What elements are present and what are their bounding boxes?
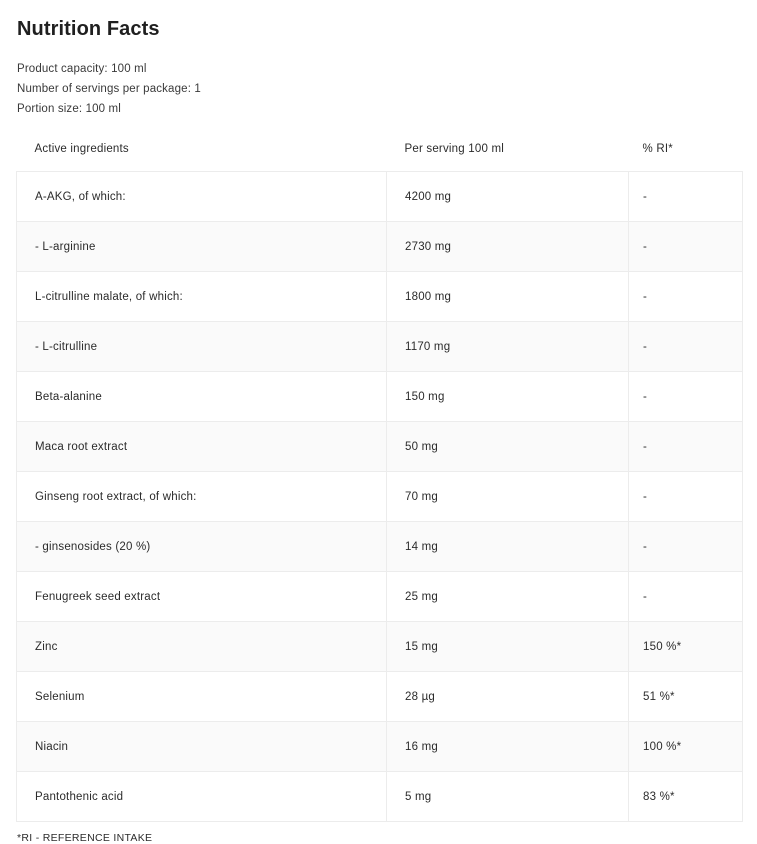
cell-ri: - bbox=[629, 422, 743, 472]
cell-ingredient: Ginseng root extract, of which: bbox=[17, 472, 387, 522]
cell-amount: 150 mg bbox=[387, 372, 629, 422]
cell-ri: 83 %* bbox=[629, 772, 743, 822]
cell-ri: - bbox=[629, 522, 743, 572]
cell-ingredient: - L-citrulline bbox=[17, 322, 387, 372]
table-row bbox=[17, 522, 743, 572]
product-meta-list bbox=[17, 59, 743, 119]
cell-amount: 4200 mg bbox=[387, 172, 629, 222]
nutrition-table-head bbox=[17, 137, 743, 172]
cell-ri: - bbox=[629, 272, 743, 322]
nutrition-table-body bbox=[17, 172, 743, 822]
cell-amount: 1800 mg bbox=[387, 272, 629, 322]
table-row bbox=[17, 172, 743, 222]
cell-ingredient: L-citrulline malate, of which: bbox=[17, 272, 387, 322]
page-title: Nutrition Facts bbox=[17, 18, 160, 40]
cell-amount: 28 µg bbox=[387, 672, 629, 722]
cell-amount: 15 mg bbox=[387, 622, 629, 672]
table-row bbox=[17, 572, 743, 622]
cell-ingredient: A-AKG, of which: bbox=[17, 172, 387, 222]
cell-ri: - bbox=[629, 172, 743, 222]
cell-amount: 1170 mg bbox=[387, 322, 629, 372]
table-row bbox=[17, 672, 743, 722]
cell-amount: 5 mg bbox=[387, 772, 629, 822]
cell-ri: 51 %* bbox=[629, 672, 743, 722]
cell-amount: 50 mg bbox=[387, 422, 629, 472]
table-row bbox=[17, 222, 743, 272]
column-header-ri-percent: % RI* bbox=[629, 137, 743, 172]
column-header-per-serving: Per serving 100 ml bbox=[387, 137, 629, 172]
table-row bbox=[17, 472, 743, 522]
cell-amount: 70 mg bbox=[387, 472, 629, 522]
column-header-active-ingredients: Active ingredients bbox=[17, 137, 387, 172]
cell-ingredient: Selenium bbox=[17, 672, 387, 722]
cell-ri: - bbox=[629, 222, 743, 272]
meta-product-capacity: Product capacity: 100 ml bbox=[17, 63, 147, 75]
cell-ingredient: Niacin bbox=[17, 722, 387, 772]
cell-ingredient: Beta-alanine bbox=[17, 372, 387, 422]
meta-servings-per-package: Number of servings per package: 1 bbox=[17, 83, 201, 95]
cell-ingredient: - L-arginine bbox=[17, 222, 387, 272]
table-header-row bbox=[17, 137, 743, 172]
nutrition-table bbox=[16, 137, 743, 822]
cell-ri: 150 %* bbox=[629, 622, 743, 672]
table-row bbox=[17, 772, 743, 822]
cell-ri: - bbox=[629, 322, 743, 372]
cell-ingredient: Maca root extract bbox=[17, 422, 387, 472]
cell-ri: - bbox=[629, 372, 743, 422]
cell-amount: 2730 mg bbox=[387, 222, 629, 272]
table-row bbox=[17, 272, 743, 322]
cell-ri: 100 %* bbox=[629, 722, 743, 772]
cell-ri: - bbox=[629, 472, 743, 522]
meta-portion-size: Portion size: 100 ml bbox=[17, 103, 121, 115]
cell-ingredient: - ginsenosides (20 %) bbox=[17, 522, 387, 572]
table-row bbox=[17, 372, 743, 422]
cell-ingredient: Pantothenic acid bbox=[17, 772, 387, 822]
reference-intake-footnote: *RI - REFERENCE INTAKE bbox=[17, 832, 153, 844]
table-row bbox=[17, 422, 743, 472]
cell-ingredient: Zinc bbox=[17, 622, 387, 672]
table-row bbox=[17, 322, 743, 372]
cell-amount: 14 mg bbox=[387, 522, 629, 572]
cell-amount: 25 mg bbox=[387, 572, 629, 622]
table-row bbox=[17, 722, 743, 772]
cell-ri: - bbox=[629, 572, 743, 622]
cell-ingredient: Fenugreek seed extract bbox=[17, 572, 387, 622]
table-row bbox=[17, 622, 743, 672]
cell-amount: 16 mg bbox=[387, 722, 629, 772]
